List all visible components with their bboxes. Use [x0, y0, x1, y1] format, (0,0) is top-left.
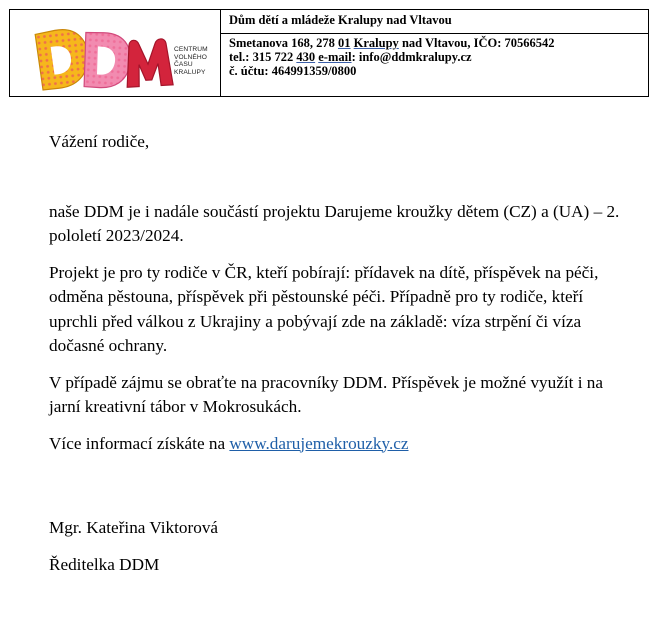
letter-body — [49, 130, 629, 577]
paragraph-project: naše DDM je i nadále součástí projektu Darujeme kroužky dětem (CZ) a (UA) – 2. pololetí 2023/2024. — [49, 201, 620, 245]
contact-cell — [221, 10, 648, 96]
city-link[interactable]: Kralupy — [353, 36, 399, 50]
logo-caption — [174, 46, 208, 76]
address-prefix: Smetanova 168, 278 — [229, 36, 339, 50]
letterhead — [9, 9, 649, 97]
greeting: Vážení rodiče, — [49, 132, 150, 151]
logo-caption-line: ČASU — [174, 61, 193, 69]
contact-details — [221, 34, 648, 78]
logo-caption-line: VOLNÉHO — [174, 53, 207, 61]
more-info-text: Více informací získáte na — [49, 433, 230, 453]
logo-caption-line: KRALUPY — [174, 68, 206, 76]
account-line: č. účtu: 464991359/0800 — [229, 64, 357, 78]
email-value: : info@ddmkralupy.cz — [351, 50, 472, 64]
phone-email-line — [229, 50, 648, 64]
organization-name: Dům dětí a mládeže Kralupy nad Vltavou — [221, 10, 648, 34]
paragraph-more-info — [49, 432, 629, 457]
logo-letter-d2 — [82, 31, 132, 89]
phone-prefix: tel.: 315 722 — [229, 50, 297, 64]
website-link[interactable]: www.darujemekrouzky.cz — [229, 433, 409, 453]
logo-caption-line: CENTRUM — [174, 46, 208, 53]
email-label-link[interactable]: e-mail — [318, 50, 352, 64]
paragraph-contact: V případě zájmu se obraťte na pracovníky DDM. Příspěvek je možné využít i na jarní kreativní tábor v Mokrosukách. — [49, 372, 604, 416]
logo-cell — [10, 10, 221, 96]
address-line — [229, 36, 648, 50]
ddm-logo — [32, 26, 178, 92]
logo-letter-d1 — [35, 27, 91, 90]
postal-code-link[interactable]: 01 — [338, 36, 351, 50]
logo-letter-m — [125, 38, 173, 87]
phone-link[interactable]: 430 — [296, 50, 316, 64]
signature-name: Mgr. Kateřina Viktorová — [49, 518, 219, 537]
signature-title: Ředitelka DDM — [49, 554, 160, 574]
address-suffix: nad Vltavou, IČO: 70566542 — [398, 36, 555, 50]
paragraph-eligibility: Projekt je pro ty rodiče v ČR, kteří pobírají: přídavek na dítě, příspěvek na péči, odměna pěstouna, příspěvek při pěstounské péči. Případně pro ty rodiče, kteří uprchli před válkou z Ukrajiny a pobývají zde na základě: víza strpění či víza dočasné ochrany. — [49, 262, 599, 355]
